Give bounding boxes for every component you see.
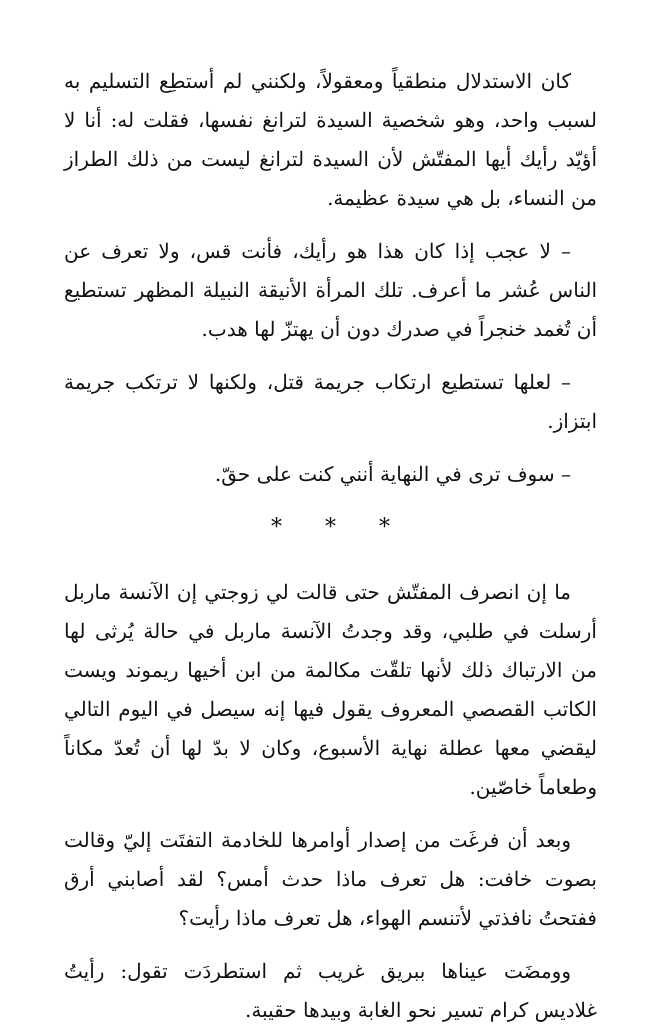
paragraph-marple-saw: وومضَت عيناها ببريق غريب ثم استطردَت تقول: رأيتُ غلاديس كرام تسير نحو الغابة وبيدها حقيبة. [64,959,597,1022]
paragraph-inspector-final: – سوف ترى في النهاية أنني كنت على حقّ. [214,462,571,486]
paragraph-inspector-reply: – لا عجب إذا كان هذا هو رأيك، فأنت قس، ولا تعرف عن الناس عُشر ما أعرف. تلك المرأة الأنيقة النبيلة المظهر تستطيع أن تُغمد خنجراً في صدرك دون أن يهتزّ لها هدب. [64,239,597,341]
paragraph-marple-question: وبعد أن فرغَت من إصدار أوامرها للخادمة التفتَت إليّ وقالت بصوت خافت: هل تعرف ماذا حدث أمس؟ لقد أصابني أرق ففتحتُ نافذتي لأتنسم الهواء، هل تعرف ماذا رأيت؟ [64,828,597,930]
section-separator: * * * [271,515,408,540]
paragraph-reasoning: كان الاستدلال منطقياً ومعقولاً، ولكنني لم أستطِع التسليم به لسبب واحد، وهو شخصية السيدة لترانغ نفسها، فقلت له: أنا لا أؤيّد رأيك أيها المفتّش لأن السيدة لترانغ ليست من ذلك الطراز من النساء، بل هي سيدة عظيمة. [64,69,597,210]
paragraph-miss-marple: ما إن انصرف المفتّش حتى قالت لي زوجتي إن الآنسة ماربل أرسلت في طلبي، وقد وجدتُ الآنسة ماربل في حالة يُرثى لها من الارتباك ذلك لأنها تلقّت مكالمة من ابن أخيها ريموند ويست الكاتب القصصي المعروف يقول فيها إنه سيصل في اليوم التالي ليقضي معها عطلة نهاية الأسبوع، وكان لا بدّ لها أن تُعدّ مكاناً وطعاماً خاصّين. [64,580,597,799]
paragraph-vicar-reply: – لعلها تستطيع ارتكاب جريمة قتل، ولكنها لا ترتكب جريمة ابتزاز. [64,370,597,433]
